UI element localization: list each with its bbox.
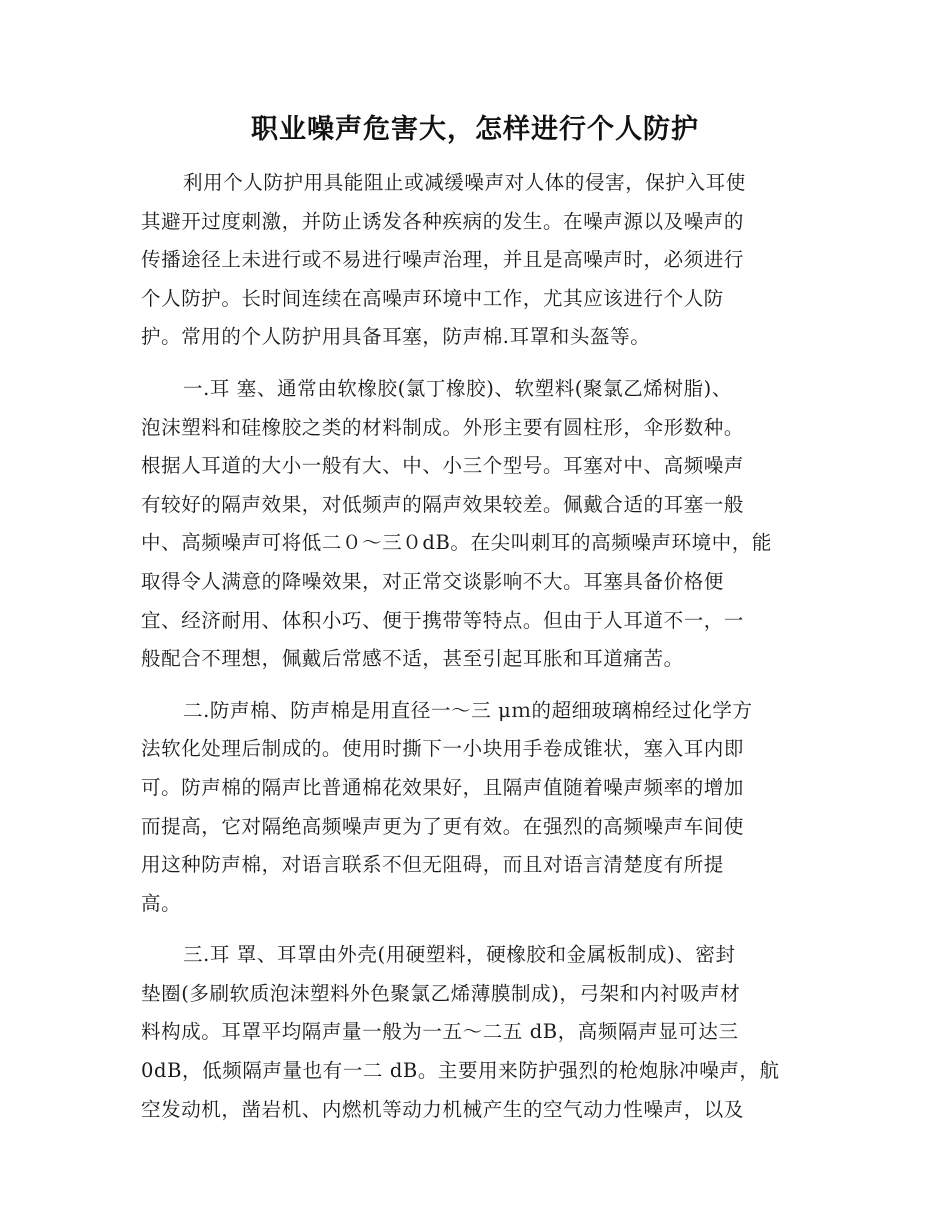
text-line: 中、高频噪声可将低二０～三０dB。在尖叫刺耳的高频噪声环境中，能	[141, 531, 773, 555]
paragraph-spacer	[141, 923, 809, 936]
text-line: 三.耳 罩、耳罩由外壳(用硬塑料，硬橡胶和金属板制成)、密封	[183, 943, 736, 967]
text-line: 其避开过度刺激，并防止诱发各种疾病的发生。在噪声源以及噪声的	[141, 209, 745, 233]
text-line: 空发动机，凿岩机、内燃机等动力机械产生的空气动力性噪声，以及	[141, 1097, 745, 1121]
text-line: 高。	[141, 891, 182, 915]
text-line: 根据人耳道的大小一般有大、中、小三个型号。耳塞对中、高频噪声	[141, 454, 745, 478]
paragraph-spacer	[141, 679, 809, 692]
text-line: 般配合不理想，佩戴后常感不适，甚至引起耳胀和耳道痛苦。	[141, 647, 684, 671]
paragraph-intro	[141, 164, 809, 357]
text-line: 护。常用的个人防护用具备耳塞，防声棉.耳罩和头盔等。	[141, 325, 651, 349]
paragraph-earplugs	[141, 370, 809, 679]
text-line: 传播途径上未进行或不易进行噪声治理，并且是高噪声时，必须进行	[141, 248, 745, 272]
document-body	[141, 164, 809, 1129]
paragraph-sound-cotton	[141, 692, 809, 924]
text-line: 可。防声棉的隔声比普通棉花效果好，且隔声值随着噪声频率的增加	[141, 775, 745, 799]
text-line: 0dB，低频隔声量也有一二 dB。主要用来防护强烈的枪炮脉冲噪声，航	[141, 1059, 780, 1083]
text-line: 取得令人满意的降噪效果，对正常交谈影响不大。耳塞具备价格便	[141, 569, 724, 593]
text-line: 利用个人防护用具能阻止或减缓噪声对人体的侵害，保护入耳使	[183, 171, 746, 194]
text-line: 一.耳 塞、通常由软橡胶(氯丁橡胶)、软塑料(聚氯乙烯树脂)、	[183, 376, 732, 400]
text-line: 宜、经济耐用、体积小巧、便于携带等特点。但由于人耳道不一，一	[141, 608, 745, 632]
text-line: 而提高，它对隔绝高频噪声更为了更有效。在强烈的高频噪声车间使	[141, 814, 745, 838]
text-line: 有较好的隔声效果，对低频声的隔声效果较差。佩戴合适的耳塞一般	[141, 492, 745, 516]
paragraph-earmuffs	[141, 936, 809, 1129]
text-line: 料构成。耳罩平均隔声量一般为一五～二五 dB，高频隔声显可达三	[141, 1020, 739, 1044]
document-title: 职业噪声危害大，怎样进行个人防护	[251, 114, 699, 145]
text-line: 法软化处理后制成的。使用时撕下一小块用手卷成锥状，塞入耳内即	[141, 737, 745, 761]
text-line: 二.防声棉、防声棉是用直径一～三 μｍ的超细玻璃棉经过化学方	[183, 698, 753, 722]
text-line: 个人防护。长时间连续在高噪声环境中工作，尤其应该进行个人防	[141, 286, 724, 310]
text-line: 用这种防声棉，对语言联系不但无阻碍，而且对语言清楚度有所提	[141, 853, 724, 877]
text-line: 垫圈(多刷软质泡沫塑料外色聚氯乙烯薄膜制成)，弓架和内衬吸声材	[141, 981, 741, 1005]
text-line: 泡沫塑料和硅橡胶之类的材料制成。外形主要有圆柱形，伞形数种。	[141, 415, 745, 439]
paragraph-spacer	[141, 357, 809, 370]
